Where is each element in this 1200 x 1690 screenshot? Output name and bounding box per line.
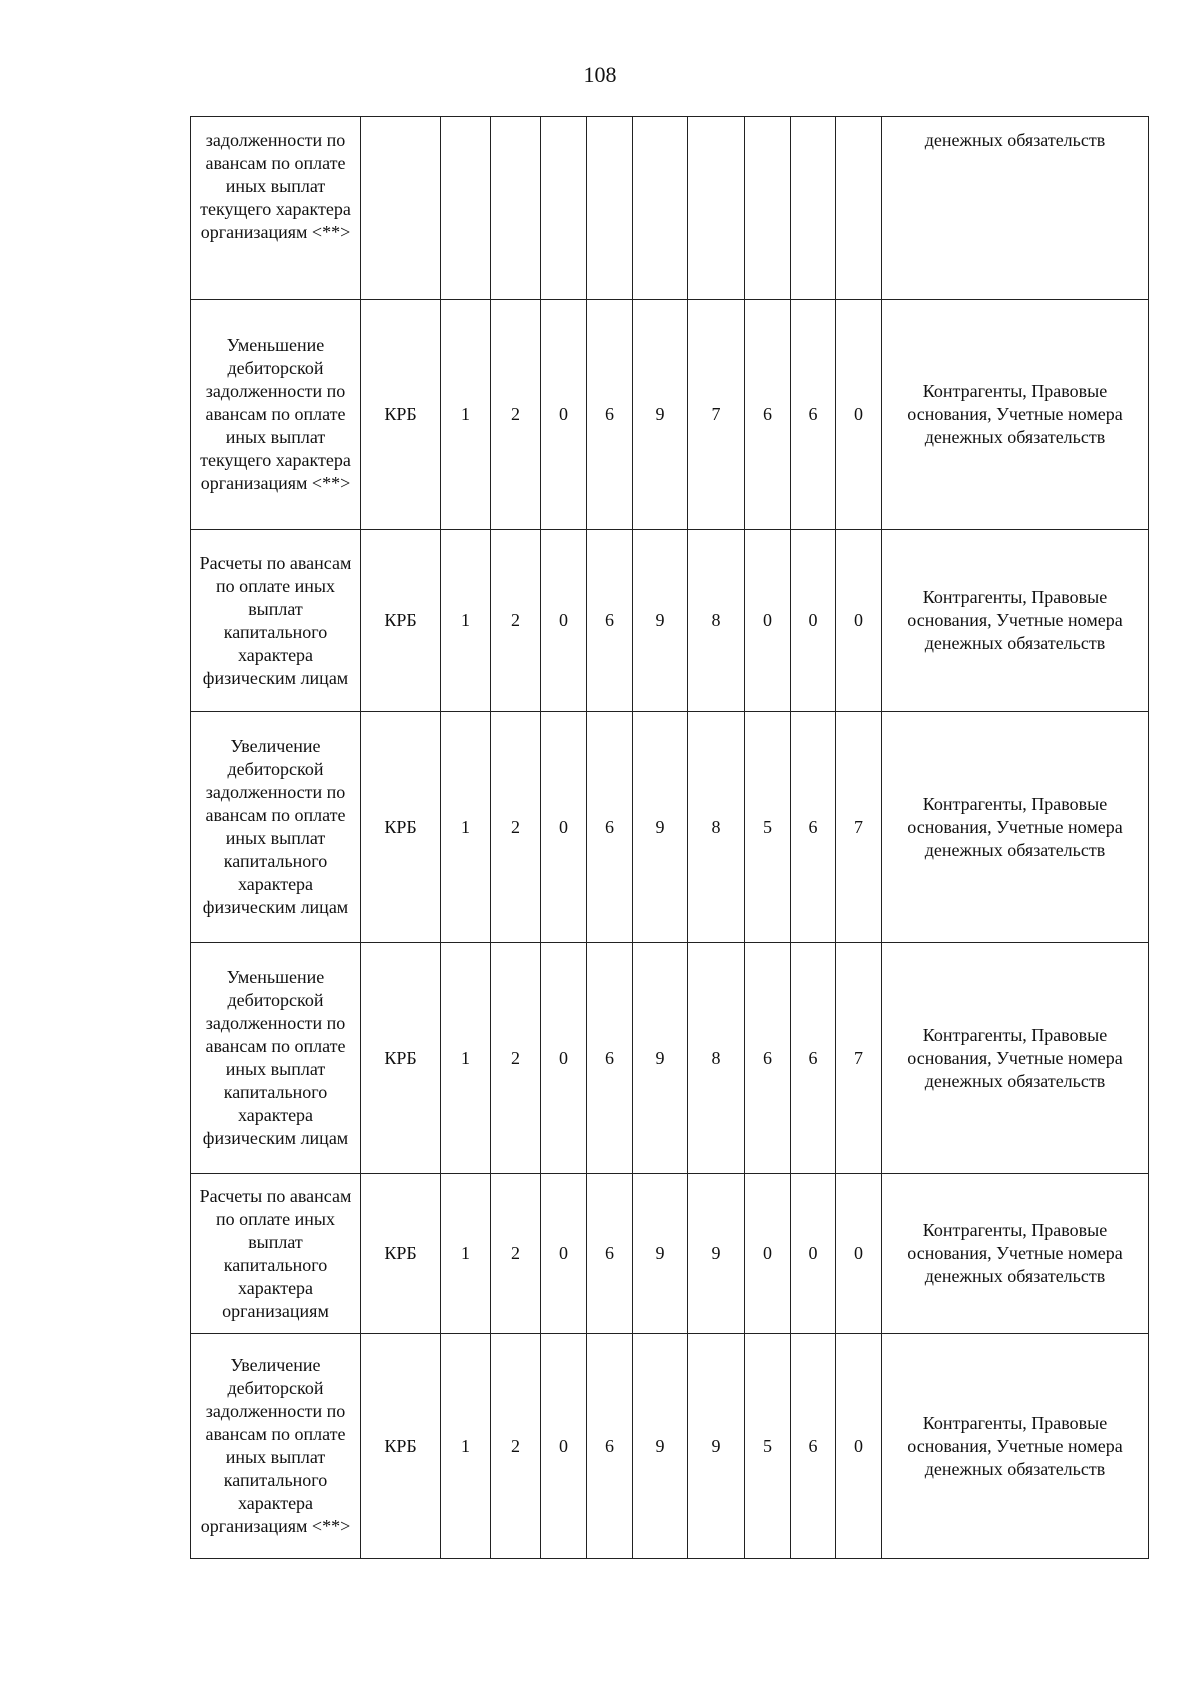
account-name: Уменьшение дебиторской задолженности по авансам по оплате иных выплат капитального характера физическим лицам <box>191 943 361 1174</box>
table-row <box>191 300 1149 530</box>
code-digit: 6 <box>745 300 791 530</box>
code-digit <box>836 117 882 300</box>
budget-code: КРБ <box>361 300 441 530</box>
code-digit <box>441 117 491 300</box>
code-digit: 2 <box>491 300 541 530</box>
code-digit: 2 <box>491 1334 541 1559</box>
code-digit: 1 <box>441 530 491 712</box>
code-digit: 0 <box>541 300 587 530</box>
code-digit: 6 <box>587 1334 633 1559</box>
code-digit: 7 <box>836 943 882 1174</box>
budget-code <box>361 117 441 300</box>
account-name: Уменьшение дебиторской задолженности по авансам по оплате иных выплат текущего характера организациям <**> <box>191 300 361 530</box>
code-digit: 2 <box>491 712 541 943</box>
code-digit: 1 <box>441 1334 491 1559</box>
table-row <box>191 712 1149 943</box>
code-digit: 1 <box>441 943 491 1174</box>
code-digit: 1 <box>441 300 491 530</box>
code-digit: 0 <box>836 1174 882 1334</box>
code-digit: 9 <box>633 1334 688 1559</box>
code-digit: 8 <box>688 712 745 943</box>
table-row <box>191 1334 1149 1559</box>
code-digit: 1 <box>441 1174 491 1334</box>
code-digit: 8 <box>688 943 745 1174</box>
analytics-text: Контрагенты, Правовые основания, Учетные номера денежных обязательств <box>882 712 1149 943</box>
budget-code: КРБ <box>361 530 441 712</box>
code-digit: 0 <box>836 530 882 712</box>
code-digit: 0 <box>541 943 587 1174</box>
table-row <box>191 530 1149 712</box>
code-digit: 6 <box>587 1174 633 1334</box>
code-digit: 0 <box>791 1174 836 1334</box>
code-digit: 2 <box>491 1174 541 1334</box>
code-digit <box>745 117 791 300</box>
code-digit: 8 <box>688 530 745 712</box>
analytics-text: Контрагенты, Правовые основания, Учетные номера денежных обязательств <box>882 1334 1149 1559</box>
code-digit: 9 <box>633 530 688 712</box>
code-digit: 5 <box>745 1334 791 1559</box>
budget-code: КРБ <box>361 712 441 943</box>
code-digit: 0 <box>541 712 587 943</box>
account-name: Увеличение дебиторской задолженности по авансам по оплате иных выплат капитального характера организациям <**> <box>191 1334 361 1559</box>
code-digit <box>587 117 633 300</box>
code-digit: 6 <box>791 300 836 530</box>
code-digit: 0 <box>745 530 791 712</box>
code-digit <box>633 117 688 300</box>
code-digit: 0 <box>745 1174 791 1334</box>
code-digit: 9 <box>633 943 688 1174</box>
code-digit: 0 <box>791 530 836 712</box>
code-digit: 6 <box>587 530 633 712</box>
accounts-table <box>190 116 1149 1559</box>
account-name: задолженности по авансам по оплате иных выплат текущего характера организациям <**> <box>191 117 361 300</box>
table-row <box>191 1174 1149 1334</box>
code-digit: 6 <box>587 943 633 1174</box>
code-digit: 9 <box>633 712 688 943</box>
budget-code: КРБ <box>361 1334 441 1559</box>
code-digit: 6 <box>791 943 836 1174</box>
code-digit: 9 <box>688 1174 745 1334</box>
code-digit: 7 <box>836 712 882 943</box>
code-digit <box>791 117 836 300</box>
code-digit: 0 <box>541 1334 587 1559</box>
code-digit: 9 <box>633 1174 688 1334</box>
code-digit: 9 <box>688 1334 745 1559</box>
code-digit: 0 <box>541 530 587 712</box>
account-name: Увеличение дебиторской задолженности по авансам по оплате иных выплат капитального характера физическим лицам <box>191 712 361 943</box>
code-digit: 2 <box>491 943 541 1174</box>
analytics-text: Контрагенты, Правовые основания, Учетные номера денежных обязательств <box>882 300 1149 530</box>
code-digit <box>541 117 587 300</box>
code-digit <box>688 117 745 300</box>
code-digit: 9 <box>633 300 688 530</box>
analytics-text: Контрагенты, Правовые основания, Учетные номера денежных обязательств <box>882 943 1149 1174</box>
code-digit: 1 <box>441 712 491 943</box>
budget-code: КРБ <box>361 943 441 1174</box>
code-digit: 0 <box>836 1334 882 1559</box>
code-digit: 6 <box>791 712 836 943</box>
code-digit: 6 <box>587 300 633 530</box>
analytics-text: денежных обязательств <box>882 117 1149 300</box>
code-digit: 0 <box>836 300 882 530</box>
table-row <box>191 117 1149 300</box>
page-number: 108 <box>583 62 617 87</box>
code-digit: 6 <box>587 712 633 943</box>
code-digit <box>491 117 541 300</box>
account-name: Расчеты по авансам по оплате иных выплат капитального характера организациям <box>191 1174 361 1334</box>
code-digit: 7 <box>688 300 745 530</box>
code-digit: 5 <box>745 712 791 943</box>
account-name: Расчеты по авансам по оплате иных выплат капитального характера физическим лицам <box>191 530 361 712</box>
analytics-text: Контрагенты, Правовые основания, Учетные номера денежных обязательств <box>882 1174 1149 1334</box>
code-digit: 2 <box>491 530 541 712</box>
code-digit: 6 <box>791 1334 836 1559</box>
budget-code: КРБ <box>361 1174 441 1334</box>
analytics-text: Контрагенты, Правовые основания, Учетные номера денежных обязательств <box>882 530 1149 712</box>
code-digit: 0 <box>541 1174 587 1334</box>
code-digit: 6 <box>745 943 791 1174</box>
table-row <box>191 943 1149 1174</box>
